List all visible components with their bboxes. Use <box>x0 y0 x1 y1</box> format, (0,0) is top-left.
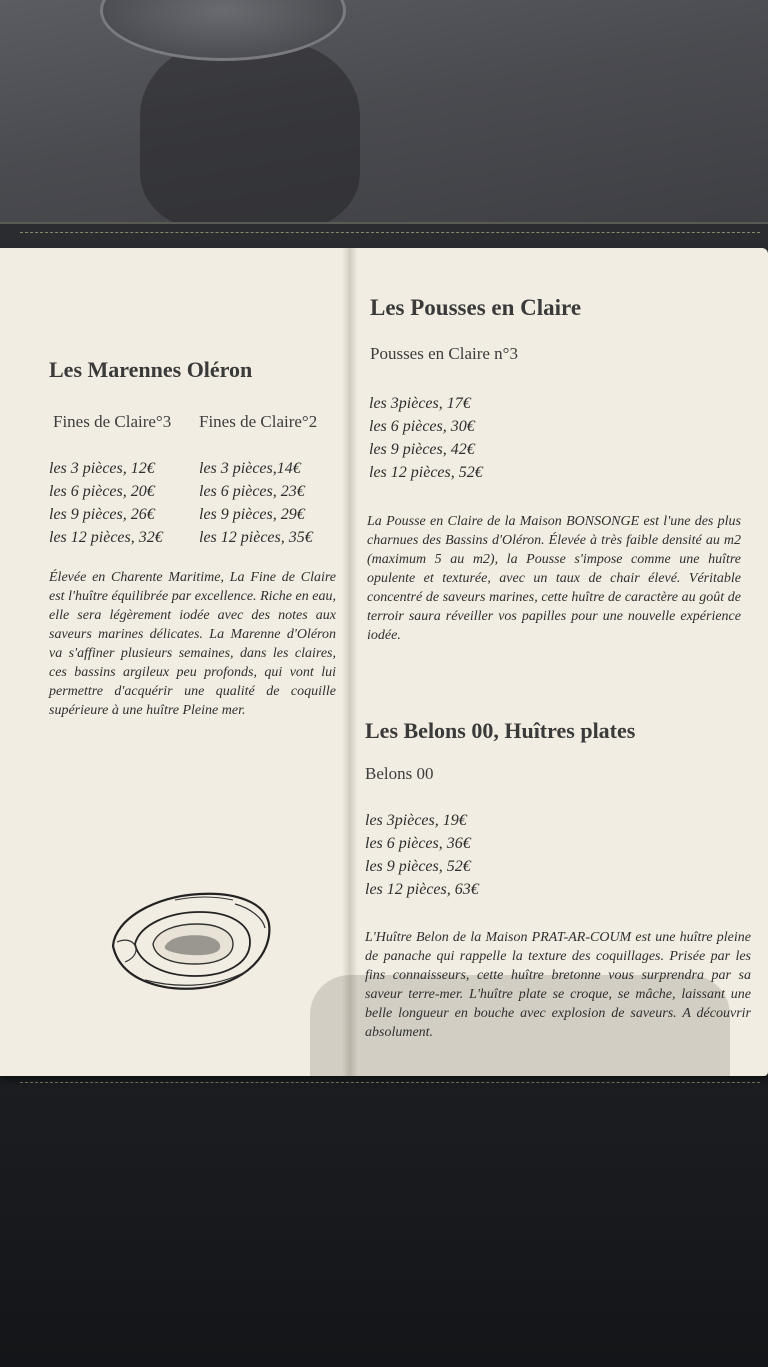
price-item: les 6 pièces, 23€ <box>199 483 305 500</box>
fines-claire-2-label: Fines de Claire°2 <box>199 412 318 431</box>
belons-subtitle: Belons 00 <box>365 764 434 783</box>
belons-title: Les Belons 00, Huîtres plates <box>365 718 636 743</box>
pousses-prices <box>369 392 483 484</box>
cover-stitching-top <box>20 232 760 233</box>
oyster-icon <box>105 884 273 994</box>
belons-prices <box>365 809 479 901</box>
price-item: les 3 pièces, 12€ <box>49 460 155 477</box>
fines-claire-2-prices <box>199 457 313 549</box>
price-item: les 6 pièces, 30€ <box>369 418 475 435</box>
fines-claire-3-label: Fines de Claire°3 <box>53 412 172 431</box>
marennes-title: Les Marennes Oléron <box>49 357 253 382</box>
price-item: les 12 pièces, 52€ <box>369 464 483 481</box>
price-item: les 9 pièces, 52€ <box>365 858 471 875</box>
cover-stitching-bottom <box>20 1082 760 1083</box>
price-item: les 3pièces, 17€ <box>369 395 471 412</box>
price-item: les 3 pièces,14€ <box>199 460 301 477</box>
fines-claire-3-prices <box>49 457 163 549</box>
price-item: les 3pièces, 19€ <box>365 812 467 829</box>
price-item: les 9 pièces, 29€ <box>199 506 305 523</box>
price-item: les 6 pièces, 20€ <box>49 483 155 500</box>
price-item: les 12 pièces, 32€ <box>49 529 163 546</box>
pousses-title: Les Pousses en Claire <box>370 295 582 320</box>
price-item: les 6 pièces, 36€ <box>365 835 471 852</box>
pousses-subtitle: Pousses en Claire n°3 <box>370 344 518 363</box>
price-item: les 9 pièces, 42€ <box>369 441 475 458</box>
belons-description: L'Huître Belon de la Maison PRAT-AR-COUM est une huître pleine de panache qui rappelle la texture des coquillages. Prisée par les fins connaisseurs, cette huître bretonne vous surprendra par sa saveur terre-mer. L'huître plate se croque, se mâche, laissant une belle longueur en bouche avec explosion de saveurs. A découvrir absolument. <box>365 930 751 1040</box>
marennes-description: Élevée en Charente Maritime, La Fine de Claire est l'huître équilibrée par excellence. Riche en eau, elle sera légèrement iodée avec des notes aux saveurs marines délicates. La Marenne d'Oléron va s'affiner plusieurs semaines, dans les claires, ces bassins argileux peu profonds, qui vont lui permettre d'acquérir une qualité de coquille supérieure à une huître Pleine mer. <box>49 570 336 718</box>
glass-shadow <box>140 40 360 230</box>
price-item: les 12 pièces, 63€ <box>365 881 479 898</box>
price-item: les 12 pièces, 35€ <box>199 529 313 546</box>
tablecloth <box>0 0 768 240</box>
page-fold <box>342 248 358 1076</box>
price-item: les 9 pièces, 26€ <box>49 506 155 523</box>
pousses-description: La Pousse en Claire de la Maison BONSONGE est l'une des plus charnues des Bassins d'Oléron. Élevée à très faible densité au m2 (maximum 5 au m2), la Pousse s'impose comme une huître opulente et texturée, avec un taux de chair élevé. Véritable concentré de saveurs marines, cette huître de caractère au goût de terroir saura réveiller vos papilles pour une nouvelle expérience iodée. <box>367 514 741 643</box>
